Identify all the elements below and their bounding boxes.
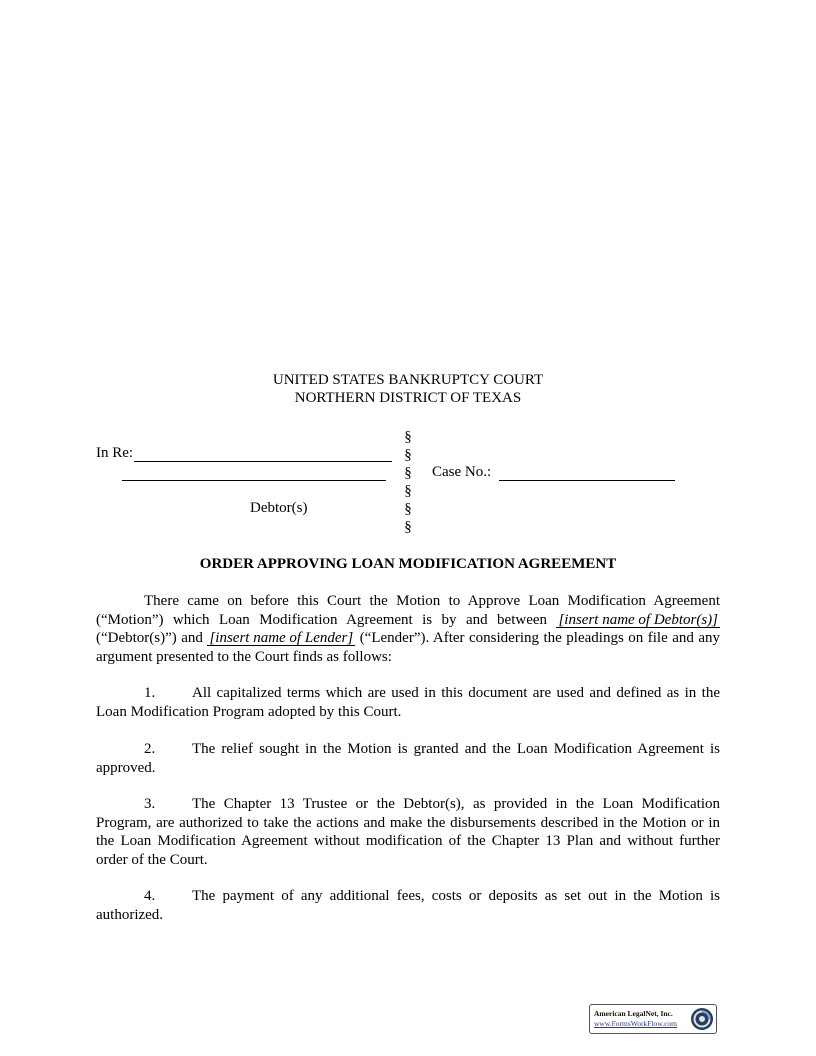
section-symbol: § <box>404 429 412 445</box>
order-title: ORDER APPROVING LOAN MODIFICATION AGREEMENT <box>199 556 617 572</box>
case-no-label: Case No.: <box>432 464 492 480</box>
order-item <box>96 684 720 721</box>
item-number: 3. <box>144 796 156 812</box>
intro-text-part3: (“Lender”). After considering the pleadings on file and any argument presented to the Court finds as follows: <box>96 630 721 665</box>
court-district: NORTHERN DISTRICT OF TEXAS <box>294 390 522 406</box>
section-symbol: § <box>404 483 412 499</box>
item-text: The Chapter 13 Trustee or the Debtor(s), as provided in the Loan Modification Program, are authorized to take the actions and make the disbursements described in the Motion or in the Loan Modification Agreement without modification of the Chapter 13 Plan and without further order of the Court. <box>96 796 720 868</box>
case-no-line <box>499 480 675 481</box>
publisher-name: American LegalNet, Inc. <box>594 1009 673 1018</box>
debtor-name-line-1 <box>134 461 392 462</box>
section-symbol: § <box>404 519 412 535</box>
intro-paragraph <box>96 592 720 666</box>
globe-icon <box>690 1007 714 1031</box>
debtor-label: Debtor(s) <box>250 500 308 516</box>
section-symbol: § <box>404 501 412 517</box>
intro-text-part2: (“Debtor(s)”) and <box>96 630 203 646</box>
order-item <box>96 740 720 777</box>
in-re-label: In Re: <box>96 445 134 461</box>
intro-text-part1: There came on before this Court the Motion to Approve Loan Modification Agreement (“Motion”) which Loan Modification Agreement is by and between <box>96 593 720 628</box>
order-item <box>96 795 720 869</box>
item-number: 2. <box>144 741 156 757</box>
item-number: 1. <box>144 685 156 701</box>
item-text: The payment of any additional fees, costs or deposits as set out in the Motion is authorized. <box>96 888 720 923</box>
publisher-badge[interactable] <box>589 1004 717 1034</box>
section-symbol: § <box>404 465 412 481</box>
publisher-url[interactable]: www.FormsWorkFlow.com <box>594 1019 678 1028</box>
item-number: 4. <box>144 888 156 904</box>
debtor-name-line-2 <box>122 480 386 481</box>
item-text: All capitalized terms which are used in this document are used and defined as in the Loan Modification Program adopted by this Court. <box>96 685 720 720</box>
item-text: The relief sought in the Motion is granted and the Loan Modification Agreement is approved. <box>96 741 720 776</box>
order-item <box>96 887 720 924</box>
court-name: UNITED STATES BANKRUPTCY COURT <box>272 372 544 388</box>
debtor-name-placeholder[interactable]: [insert name of Debtor(s)] <box>558 611 719 628</box>
lender-name-placeholder[interactable]: [insert name of Lender] <box>209 630 354 646</box>
section-symbol: § <box>404 447 412 463</box>
